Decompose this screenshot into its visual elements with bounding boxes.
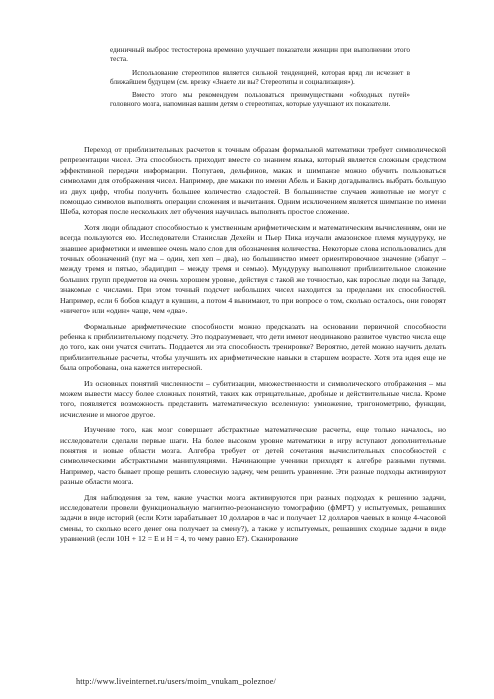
source-url-watermark: http://www.liveinternet.ru/users/moim_vnukam_poleznoe/ <box>76 677 276 686</box>
tip-paragraph: Использование стереотипов является сильной тенденцией, которая вряд ли исчезнет в ближайшем будущем (см. врезку «Знаете ли вы? Стереотипы и социализация»). <box>110 68 410 86</box>
paragraph: Формальные арифметические способности можно предсказать на основании первичной способности ребенка к приблизительному подсчету. Это подразумевает, что дети имеют неодинаково развитое чувство числа еще до того, как они учатся считать. Поддается ли эта способность тренировке? Вероятно, детей можно научить делать приблизительные расчеты, чтобы улучшить их арифметические навыки в старшем возрасте. Хотя эта идея еще не была опробована, она кажется интересной. <box>60 321 446 373</box>
paragraph: Для наблюдения за тем, какие участки мозга активируются при разных подходах к решению задачи, исследователи провели функциональную магнитно-резонансную томографию (фМРТ) у испытуемых, решавших задачи в виде историй (если Кэти зарабатывает 10 долларов в час и получает 12 долларов чаевых в конце 4-часовой смены, то сколько всего денег она получает за смену?), а также у испытуемых, решавших сходные задачи в виде уравнений (если 10H + 12 = E и H = 4, то чему равно E?). Сканирование <box>60 492 446 544</box>
tip-box <box>110 46 410 114</box>
paragraph: Изучение того, как мозг совершает абстрактные математические расчеты, еще только началось, но исследователи сделали первые шаги. На более высоком уровне математики в игру вступают дополнительные понятия и новые области мозга. Алгебра требует от детей сочетания вычислительных способностей с символическими абстрактными манипуляциями. Начинающие ученики приходят к алгебре разными путями. Например, часто бывает проще решить словесную задачу, чем решить уравнение. Эти разные подходы активируют разные области мозга. <box>60 425 446 487</box>
paragraph: Хотя люди обладают способностью к умственным арифметическим и математическим вычислениям, они не всегда пользуются ею. Исследователи Станислав Дехейн и Пьер Пика изучали амазонское племя мундуруку, не знавшее арифметики и имевшее очень мало слов для обозначения количества. Некоторые слова использовались для точных обозначений (пуг ма – один, хеп хеп – два), но большинство имеет ориентировочное значение (эбапуг – между тремя и пятью, эбадипдип – между тремя и семью). Мундуруку выполняют приблизительное сложение больших групп предметов на очень хорошем уровне, действуя с такой же точностью, как взрослые люди на Западе, знакомые с числами. При этом точный подсчет небольших чисел находится за пределами их способностей. Например, если 6 бобов кладут в кувшин, а потом 4 вынимают, то при вопросе о том, сколько осталось, они говорят «ничего» или «один» чаще, чем «два». <box>60 222 446 316</box>
tip-paragraph: Вместо этого мы рекомендуем пользоваться преимуществами «обходных путей» головного мозга, напоминая вашим детям о стереотипах, которые улучшают их показатели. <box>110 91 410 109</box>
paragraph: Из основных понятий численности – субитизации, множественности и символического отображения – мы можем вывести массу более сложных понятий, таких как отрицательные, дробные и действительные числа. Кроме того, появляется возможность представить математическую вселенную: умножение, тригонометрию, функции, исчисление и многое другое. <box>60 378 446 419</box>
tip-paragraph: единичный выброс тестостерона временно улучшает показатели женщин при выполнении этого теста. <box>110 46 410 64</box>
paragraph: Переход от приблизительных расчетов к точным образам формальной математики требует символической репрезентации чисел. Эта способность приходит вместе со знанием языка, который является сложным средством эффективной передачи информации. Попугаев, дельфинов, макак и шимпанзе можно обучить пользоваться символами для отображения чисел. Например, две макаки по имени Абель и Бакир догадывались выбрать большую из двух цифр, чтобы получить большее количество сладостей. В большинстве случаев животные не могут с помощью символов выполнять операции сложения и вычитания. Одним исключением является шимпанзе по имени Шеба, которая после нескольких лет обучения научилась выполнять простое сложение. <box>60 145 446 217</box>
body-text <box>60 145 446 550</box>
